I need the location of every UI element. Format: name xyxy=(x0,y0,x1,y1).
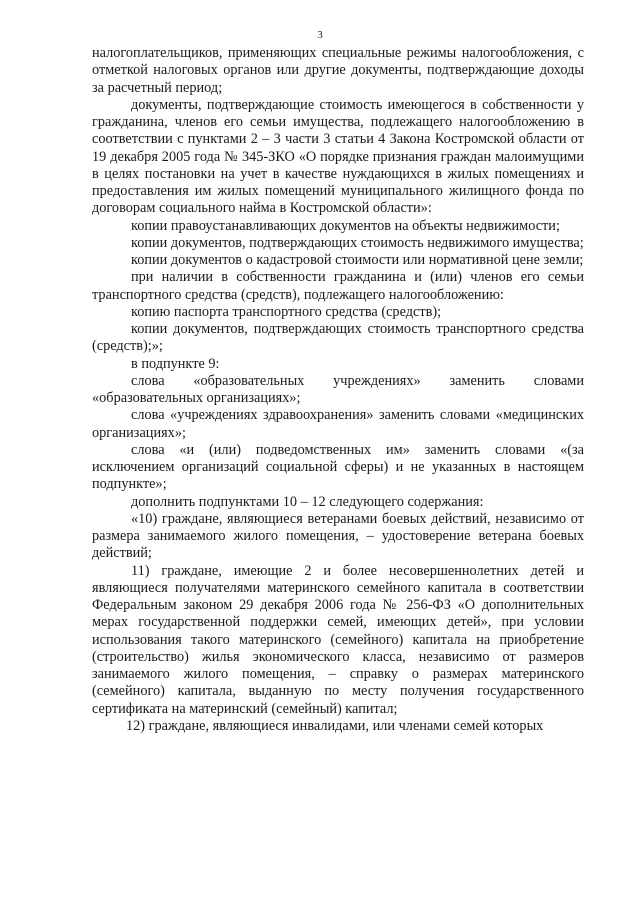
page-number: 3 xyxy=(317,29,323,41)
paragraph-replace-subordinate: слова «и (или) подведомственных им» заменить словами «(за исключением организаций социальной сферы) и не указанных в настоящем подпункте»; xyxy=(92,441,584,493)
paragraph-property-value-documents: документы, подтверждающие стоимость имеющегося в собственности у гражданина, членов его семьи имущества, подлежащего налогообложению в соответствии с пунктами 2 – 3 части 3 статьи 4 Закона Костромской области от 19 декабря 2005 года № 345-ЗКО «О порядке признания граждан малоимущими в целях постановки на учет в качестве нуждающихся в жилых помещениях и предоставления им жилых помещений муниципального жилищного фонда по договорам социального найма в Костромской области»: xyxy=(92,96,584,217)
paragraph-income-documents-continued: налогоплательщиков, применяющих специальные режимы налогообложения, с отметкой налоговых органов или другие документы, подтверждающие доходы за расчетный период; xyxy=(92,45,584,96)
paragraph-subitem-11-maternity-capital: 11) граждане, имеющие 2 и более несовершеннолетних детей и являющиеся получателями материнского семейного капитала в соответствии Федеральным законом 29 декабря 2006 года № 256-ФЗ «О дополнительных мерах государственной поддержки семей, имеющих детей», при условии использования такого материнского (семейного) капитала на приобретение (строительство) жилья экономического класса, независимо от размеров занимаемого жилого помещения, – справку о размерах материнского (семейного) капитала, выданную по месту получения государственного сертификата на материнский (семейный) капитал; xyxy=(92,562,584,717)
paragraph-cadastral-value-copies: копии документов о кадастровой стоимости или нормативной цене земли; xyxy=(131,252,584,268)
paragraph-vehicle-value-copies: копии документов, подтверждающих стоимость транспортного средства (средств);»; xyxy=(92,321,584,355)
paragraph-vehicle-passport-copy: копию паспорта транспортного средства (средств); xyxy=(131,303,442,320)
document-body xyxy=(92,45,584,735)
paragraph-real-estate-value-copies: копии документов, подтверждающих стоимость недвижимого имущества; xyxy=(131,234,584,251)
paragraph-subitem-10-veterans: «10) граждане, являющиеся ветеранами боевых действий, независимо от размера занимаемого жилого помещения, – удостоверение ветерана боевых действий; xyxy=(92,510,584,562)
paragraph-subitem-12-disabled: 12) граждане, являющиеся инвалидами, или членами семей которых xyxy=(126,717,544,734)
paragraph-title-documents-copies: копии правоустанавливающих документов на объекты недвижимости; xyxy=(131,217,560,234)
paragraph-vehicle-ownership: при наличии в собственности гражданина и (или) членов его семьи транспортного средства (средств), подлежащего налогообложению: xyxy=(92,269,584,303)
paragraph-replace-healthcare: слова «учреждениях здравоохранения» заменить словами «медицинских организациях»; xyxy=(92,407,584,441)
paragraph-add-subitems-10-12: дополнить подпунктами 10 – 12 следующего содержания: xyxy=(131,493,484,510)
paragraph-replace-educational: слова «образовательных учреждениях» заменить словами «образовательных организациях»; xyxy=(92,372,584,406)
scan-speck xyxy=(331,893,335,895)
paragraph-subitem-9-heading: в подпункте 9: xyxy=(131,355,220,372)
